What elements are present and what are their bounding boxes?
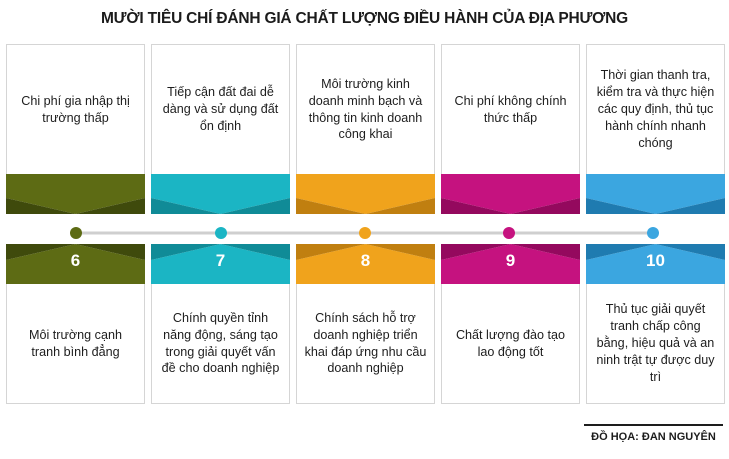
criteria-text-4: Chi phí không chính thức thấp (441, 44, 580, 174)
criteria-text-9: Chất lượng đào tạo lao động tốt (441, 284, 580, 404)
criteria-card-5[interactable] (586, 44, 725, 214)
credit-label: ĐỒ HỌA: ĐAN NGUYÊN (584, 424, 723, 443)
criteria-card-7[interactable] (151, 244, 290, 404)
ribbon-4 (441, 174, 580, 214)
criteria-text-6: Môi trường cạnh tranh bình đẳng (6, 284, 145, 404)
criteria-number-2: 2 (215, 49, 226, 68)
criteria-number-10: 10 (646, 251, 665, 270)
criteria-card-10[interactable] (586, 244, 725, 404)
criteria-row-bottom (6, 244, 723, 404)
criteria-text-7: Chính quyền tỉnh năng động, sáng tạo trong giải quyết vấn đề cho doanh nghiệp (151, 284, 290, 404)
ribbon-2 (151, 174, 290, 214)
connector-line (6, 222, 723, 244)
criteria-text-2: Tiếp cận đất đai dễ dàng và sử dụng đất ổn định (151, 44, 290, 174)
criteria-card-3[interactable] (296, 44, 435, 214)
criteria-row-top (6, 44, 723, 214)
criteria-text-3: Môi trường kinh doanh minh bạch và thông tin kinh doanh công khai (296, 44, 435, 174)
criteria-number-4: 4 (505, 49, 516, 68)
criteria-card-4[interactable] (441, 44, 580, 214)
page-title: MƯỜI TIÊU CHÍ ĐÁNH GIÁ CHẤT LƯỢNG ĐIỀU HÀNH CỦA ĐỊA PHƯƠNG (100, 10, 629, 27)
criteria-text-10: Thủ tục giải quyết tranh chấp công bằng, hiệu quả và an ninh trật tự được duy trì (586, 284, 725, 404)
ribbon-3 (296, 174, 435, 214)
criteria-card-2[interactable] (151, 44, 290, 214)
criteria-number-9: 9 (505, 251, 516, 270)
ribbon-5 (586, 174, 725, 214)
criteria-text-1: Chi phí gia nhập thị trường thấp (6, 44, 145, 174)
criteria-diagram (6, 44, 723, 404)
criteria-card-6[interactable] (6, 244, 145, 404)
criteria-number-3: 3 (360, 49, 371, 68)
criteria-text-8: Chính sách hỗ trợ doanh nghiệp triển khai đáp ứng nhu cầu doanh nghiệp (296, 284, 435, 404)
ribbon-1 (6, 174, 145, 214)
criteria-card-9[interactable] (441, 244, 580, 404)
criteria-text-5: Thời gian thanh tra, kiểm tra và thực hiện các quy định, thủ tục hành chính nhanh chóng (586, 44, 725, 174)
criteria-number-8: 8 (360, 251, 371, 270)
criteria-number-1: 1 (70, 49, 81, 68)
criteria-card-8[interactable] (296, 244, 435, 404)
criteria-number-5: 5 (650, 49, 661, 68)
criteria-card-1[interactable] (6, 44, 145, 214)
criteria-number-7: 7 (215, 251, 226, 270)
criteria-number-6: 6 (70, 251, 81, 270)
